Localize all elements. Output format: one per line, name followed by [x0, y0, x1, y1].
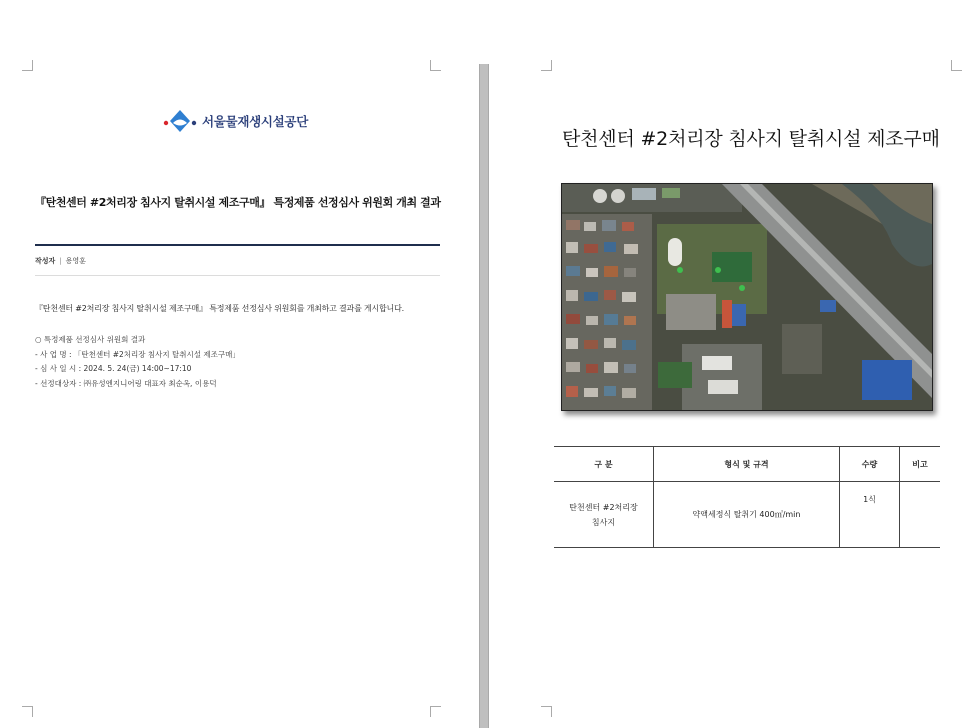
list-item: - 선정대상자 : ㈜유성엔지니어링 대표자 최순옥, 이용덕 [35, 378, 217, 388]
column-header: 구 분 [554, 447, 654, 482]
result-list [35, 333, 240, 391]
title-divider [35, 244, 440, 246]
column-header: 수량 [840, 447, 900, 482]
column-header: 형식 및 규격 [654, 447, 840, 482]
organization-logo-icon [163, 106, 197, 136]
column-header: 비고 [900, 447, 941, 482]
list-item: - 사 업 명 : 「탄천센터 #2처리장 침사지 탈취시설 제조구매」 [35, 349, 240, 359]
table-row [554, 482, 940, 548]
author-separator: | [59, 257, 62, 265]
spec-table [554, 446, 940, 548]
author-divider [35, 275, 440, 276]
crop-mark [430, 60, 441, 71]
right-document-page [489, 0, 971, 728]
crop-mark [541, 60, 552, 71]
crop-mark [430, 706, 441, 717]
category-cell [554, 482, 654, 548]
author-name: 용영훈 [65, 257, 86, 265]
page-divider [479, 64, 489, 728]
aerial-photo-image [562, 184, 932, 410]
intro-paragraph: 『탄천센터 #2처리장 침사지 탈취시설 제조구매』 특정제품 선정심사 위원회를 개최하고 결과를 게시합니다. [35, 304, 404, 313]
organization-name: 서울물재생시설공단 [202, 114, 308, 129]
organization-logo [163, 106, 308, 136]
quantity-cell: 1식 [840, 482, 900, 548]
aerial-photo [561, 183, 933, 411]
spec-cell: 약액세정식 탈취기 400㎥/min [654, 482, 840, 548]
crop-mark [951, 60, 962, 71]
list-item: ○ 특정제품 선정심사 위원회 결과 [35, 335, 146, 344]
author-label: 작성자 [35, 257, 56, 265]
category-line: 탄천센터 #2처리장 [569, 502, 638, 512]
category-line: 침사지 [591, 517, 616, 527]
list-item: - 심 사 일 시 : 2024. 5. 24(금) 14:00~17:10 [35, 364, 192, 373]
author-row [35, 256, 86, 266]
note-cell [900, 482, 941, 548]
crop-mark [541, 706, 552, 717]
page-heading: 탄천센터 #2처리장 침사지 탈취시설 제조구매 [562, 128, 940, 150]
crop-mark [22, 706, 33, 717]
crop-mark [22, 60, 33, 71]
left-document-page [0, 0, 479, 728]
table-header-row [554, 447, 940, 482]
document-title: 『탄천센터 #2처리장 침사지 탈취시설 제조구매』 특정제품 선정심사 위원회 개최 결과 [35, 196, 441, 209]
